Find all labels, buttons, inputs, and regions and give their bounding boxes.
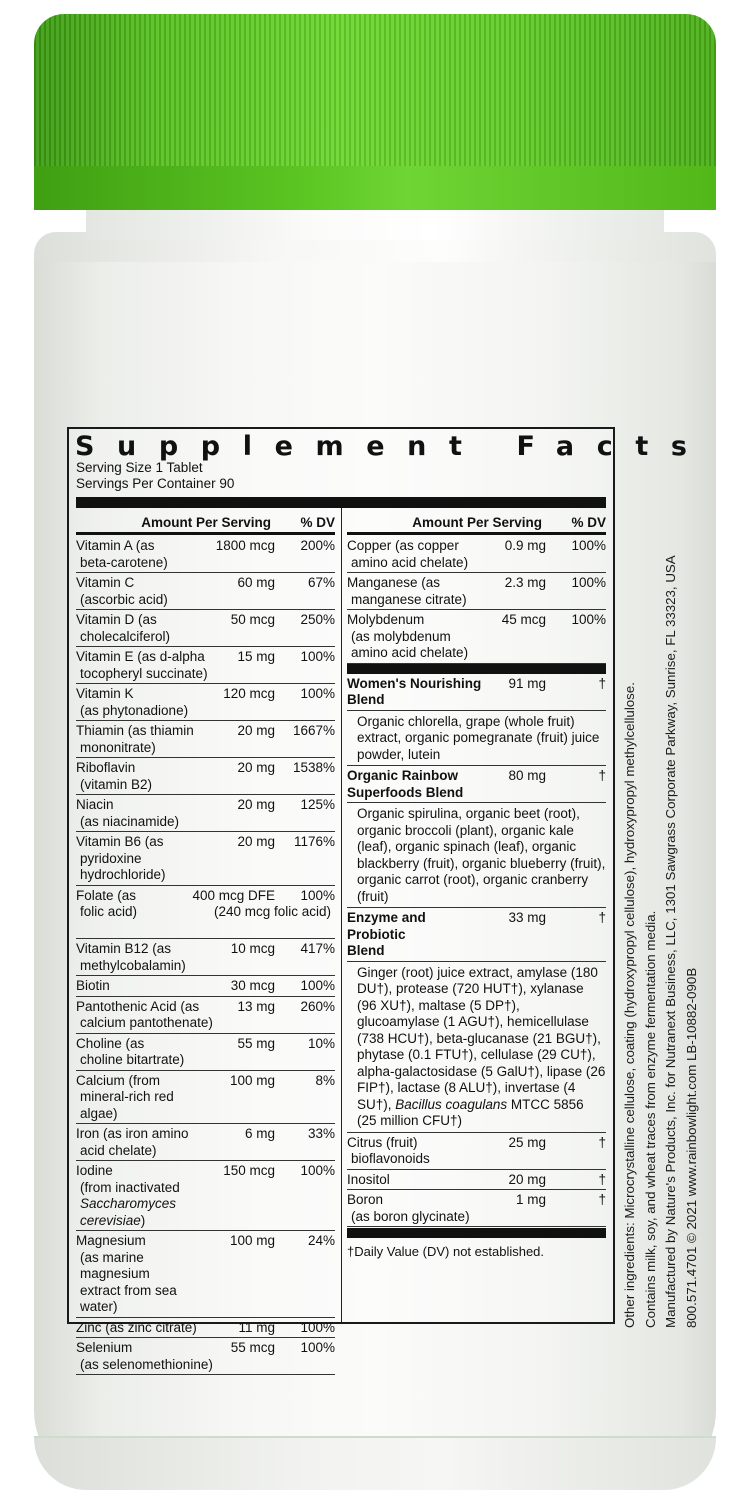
nutrient-source: (vitamin B2): [80, 776, 153, 792]
nutrient-source: calcium pantothenate): [80, 1015, 213, 1030]
amount: 33 mg: [508, 910, 546, 925]
nutrient-row: [76, 1338, 335, 1375]
amount: 20 mg: [237, 834, 275, 849]
nutrient-source: cholecalciferol): [80, 628, 171, 644]
nutrient-name: Inositol: [347, 1171, 390, 1187]
nutrient-source: (as phytonadione): [80, 702, 189, 718]
nutrient-row: [76, 684, 335, 721]
nutrient-name: Zinc (as zinc citrate): [76, 1319, 197, 1335]
nutrient-source: pyridoxine hydrochloride): [80, 850, 166, 882]
nutrient-source: Saccharomyces cerevisiae): [80, 1196, 177, 1228]
daily-value: 100%: [300, 1163, 335, 1178]
amount: 0.9 mg: [504, 538, 546, 553]
nutrient-source: extract from sea water): [80, 1282, 177, 1314]
blend-ingredients: Organic spirulina, organic beet (root), organic broccoli (plant), organic kale (leaf), organic spinach (leaf), organic blackberry (fruit), organic blueberry (fruit), organic carrot (root), organic cranberry (fruit): [347, 803, 606, 908]
footnote: †Daily Value (DV) not established.: [347, 1244, 545, 1259]
amount: 6 mg: [244, 1126, 275, 1141]
nutrient-name: Vitamin B6 (as pyridoxine hydrochloride): [76, 834, 335, 884]
nutrient-name: Manganese (as manganese citrate): [347, 575, 606, 608]
nutrient-name: Magnesium (as marine magnesium extract from sea water): [76, 1233, 335, 1316]
nutrient-source: amino acid chelate): [351, 554, 469, 570]
daily-value: 125%: [300, 797, 335, 812]
nutrient-row: [76, 886, 335, 940]
nutrient-row: [76, 647, 335, 684]
header-dv: % DV: [300, 514, 335, 530]
nutrient-row: [76, 573, 335, 610]
nutrient-row: [76, 610, 335, 647]
amount: 20 mg: [237, 760, 275, 775]
nutrient-row: [76, 1161, 335, 1231]
spacer: [76, 921, 215, 938]
nutrient-source: acid chelate): [80, 1142, 157, 1158]
nutrient-row: [347, 610, 606, 664]
amount: 80 mg: [508, 768, 546, 783]
nutrient-row: [76, 1071, 335, 1125]
amount: 1800 mcg: [215, 538, 275, 553]
nutrient-name: Pantothenic Acid (as calcium pantothenate): [76, 999, 335, 1032]
blend-row: [347, 908, 606, 962]
nutrient-row: [76, 1318, 335, 1339]
nutrient-row: [76, 721, 335, 758]
nutrient-name: Choline (as choline bitartrate): [76, 1036, 335, 1069]
contact-info: 800.571.4701 © 2021 www.rainbowlight.com LB-10882-090B: [683, 967, 699, 1328]
amount: 15 mg: [237, 649, 275, 664]
allergen-statement: Contains milk, soy, and wheat traces from enzyme fermentation media.: [642, 910, 658, 1328]
daily-value: †: [598, 768, 606, 783]
nutrient-row: [76, 976, 335, 997]
side-label-text: [620, 428, 702, 1328]
nutrient-name: Biotin: [76, 978, 110, 993]
nutrient-row: [76, 832, 335, 886]
amount: 45 mcg: [501, 612, 546, 627]
nutrient-name: Iron (as iron amino acid chelate): [76, 1126, 335, 1159]
nutrient-source: Blend: [347, 943, 385, 958]
amount: 55 mcg: [230, 1340, 275, 1355]
daily-value: 100%: [300, 887, 335, 903]
nutrient-row: [347, 1170, 606, 1191]
nutrient-name: Boron (as boron glycinate): [347, 1192, 606, 1225]
daily-value: 67%: [307, 575, 335, 590]
daily-value: 1667%: [292, 723, 335, 738]
daily-value: 100%: [300, 649, 335, 664]
nutrient-name: Vitamin K (as phytonadione): [76, 686, 335, 719]
daily-value: 100%: [571, 612, 606, 627]
nutrient-name: Vitamin E (as d-alpha tocopheryl succinate): [76, 649, 335, 682]
nutrient-name: Citrus (fruit) bioflavonoids: [347, 1135, 606, 1168]
thick-divider: [76, 497, 606, 508]
daily-value: 33%: [307, 1126, 335, 1141]
nutrient-source: tocopheryl succinate): [80, 665, 208, 681]
nutrient-name: Selenium (as selenomethionine): [76, 1340, 335, 1373]
nutrient-source: mineral-rich red algae): [80, 1089, 174, 1121]
header-amount: Amount Per Serving: [141, 514, 271, 530]
bottle-neck: [86, 210, 664, 240]
nutrient-name: Vitamin C (ascorbic acid): [76, 575, 335, 608]
daily-value: 100%: [300, 686, 335, 701]
daily-value: 8%: [315, 1072, 335, 1088]
daily-value: 250%: [300, 612, 335, 627]
daily-value: 1538%: [292, 760, 335, 775]
left-column: [76, 512, 335, 1375]
column-divider: [341, 508, 342, 1322]
nutrient-row: [76, 758, 335, 795]
daily-value: 24%: [307, 1233, 335, 1248]
daily-value: 200%: [300, 538, 335, 553]
nutrient-source: (from inactivated: [80, 1179, 180, 1195]
daily-value: †: [598, 1171, 606, 1187]
facts-title: Supplement Facts: [75, 431, 710, 462]
manufacturer: Manufactured by Nature's Products, Inc. for Nutranext Business, LLC, 1301 Sawgrass Corporate Parkway, Sunrise, FL 33323, USA: [663, 555, 678, 1328]
amount: 60 mg: [237, 575, 275, 590]
daily-value: 100%: [300, 1319, 335, 1335]
amount: 20 mg: [237, 723, 275, 738]
nutrient-source: (as niacinamide): [80, 813, 180, 829]
amount: 400 mcg DFE: [192, 887, 275, 903]
nutrient-source: (as selenomethionine): [80, 1356, 213, 1372]
bottle-base: [34, 1438, 716, 1490]
amount: 55 mg: [237, 1035, 275, 1051]
nutrient-name: Organic Rainbow Superfoods Blend: [347, 768, 606, 801]
nutrient-row: [76, 939, 335, 976]
daily-value: 100%: [300, 1340, 335, 1355]
nutrient-name: Folate (as folic acid): [76, 888, 335, 938]
header-rule: [347, 532, 606, 535]
daily-value: 1176%: [293, 834, 335, 849]
daily-value: 100%: [571, 575, 606, 590]
nutrient-source: methylcobalamin): [80, 957, 186, 973]
right-column: [347, 512, 606, 1259]
blend-row: [347, 674, 606, 711]
nutrient-name: Calcium (from mineral-rich red algae): [76, 1073, 335, 1123]
amount: 50 mcg: [230, 612, 275, 627]
daily-value: 100%: [300, 978, 335, 993]
column-header: [347, 512, 606, 532]
nutrient-source: (ascorbic acid): [80, 591, 168, 607]
nutrient-name: Vitamin B12 (as methylcobalamin): [76, 941, 335, 974]
nutrient-name: Thiamin (as thiamin mononitrate): [76, 723, 335, 756]
nutrient-row: [76, 536, 335, 573]
amount: 150 mcg: [223, 1163, 275, 1178]
other-ingredients: Other ingredients: Microcrystalline cellulose, coating (hydroxypropyl cellulose), hydroxypropyl methylcellulose.: [622, 682, 637, 1328]
amount: 2.3 mg: [504, 575, 546, 590]
nutrient-name: Iodine (from inactivated Saccharomyces cerevisiae): [76, 1163, 335, 1229]
nutrient-source: mononitrate): [80, 739, 156, 755]
nutrient-row: [76, 1231, 335, 1318]
blend-ingredients: Ginger (root) juice extract, amylase (180 DU†), protease (720 HUT†), xylanase (96 XU†), maltase (5 DP†), glucoamylase (1 AGU†), hemicellulase (738 HCU†), beta-glucanase (21 BGU†), phytase (0.1 FTU†), cellulase (29 CU†), alpha-galactosidase (5 GalU†), lipase (26 FIP†), lactase (8 ALU†), invertase (4 SU†), Bacillus coagulans MTCC 5856 (25 million CFU†): [347, 962, 606, 1133]
nutrient-row: [76, 1034, 335, 1071]
amount: 120 mcg: [223, 686, 275, 701]
nutrient-source: Superfoods Blend: [347, 784, 464, 800]
header-dv: % DV: [571, 514, 606, 530]
nutrient-name: Niacin (as niacinamide): [76, 797, 335, 830]
amount-folic-acid: (240 mcg folic acid): [213, 903, 331, 919]
amount: 20 mg: [508, 1171, 546, 1187]
thick-divider-bottom: [347, 1228, 606, 1238]
nutrient-name: Vitamin D (as cholecalciferol): [76, 612, 335, 645]
amount: 1 mg: [515, 1192, 546, 1207]
nutrient-name: Molybdenum (as molybdenum amino acid chelate): [347, 612, 606, 662]
amount: 100 mg: [229, 1072, 275, 1088]
nutrient-source: choline bitartrate): [80, 1052, 185, 1067]
daily-value: †: [598, 1192, 606, 1207]
nutrient-row: [347, 573, 606, 610]
nutrient-source: manganese citrate): [351, 591, 467, 607]
blend-ingredients: Organic chlorella, grape (whole fruit) extract, organic pomegranate (fruit) juice powder, lutein: [347, 711, 606, 767]
nutrient-source: bioflavonoids: [351, 1151, 430, 1166]
amount: 10 mcg: [230, 941, 275, 956]
daily-value: 100%: [571, 538, 606, 553]
amount: 20 mg: [237, 797, 275, 812]
nutrient-source: beta-carotene): [80, 554, 168, 570]
nutrient-row: [76, 795, 335, 832]
column-header: [76, 512, 335, 532]
nutrient-row: [347, 536, 606, 573]
nutrient-name: Riboflavin (vitamin B2): [76, 760, 335, 793]
daily-value: †: [598, 675, 606, 691]
nutrient-source: (as boron glycinate): [351, 1208, 470, 1224]
blend-divider: [347, 664, 606, 674]
nutrient-list-left: [76, 536, 335, 1375]
nutrient-source: (as marine magnesium: [80, 1249, 150, 1281]
nutrient-name: Copper (as copper amino acid chelate): [347, 538, 606, 571]
nutrient-list-right: [347, 536, 606, 1227]
amount: 30 mcg: [230, 978, 275, 993]
nutrient-source: (as molybdenum: [351, 628, 451, 644]
nutrient-name: Women's Nourishing Blend: [347, 676, 606, 709]
nutrient-source: Blend: [347, 692, 385, 707]
blend-row: [347, 766, 606, 803]
nutrient-source: amino acid chelate): [351, 645, 469, 660]
cap-band: [34, 166, 716, 210]
header-rule: [76, 532, 335, 535]
daily-value: †: [598, 1134, 606, 1150]
nutrient-name: Enzyme and Probiotic Blend: [347, 910, 606, 960]
amount: 91 mg: [508, 675, 546, 691]
header-amount: Amount Per Serving: [412, 514, 542, 530]
nutrient-row: [347, 1190, 606, 1227]
daily-value: 417%: [300, 941, 335, 956]
daily-value: †: [598, 910, 606, 925]
amount: 25 mg: [508, 1134, 546, 1150]
amount: 100 mg: [229, 1233, 275, 1248]
nutrient-name: Vitamin A (as beta-carotene): [76, 538, 335, 571]
serving-info: [76, 460, 234, 492]
nutrient-row: [347, 1133, 606, 1170]
daily-value: 10%: [307, 1035, 335, 1051]
daily-value: 260%: [300, 998, 335, 1014]
serving-size: Serving Size 1 Tablet: [76, 460, 203, 475]
nutrient-source: folic acid): [80, 904, 138, 919]
servings-per-container: Servings Per Container 90: [76, 476, 235, 491]
nutrient-row: [76, 997, 335, 1034]
nutrient-row: [76, 1124, 335, 1161]
amount: 13 mg: [237, 998, 275, 1014]
amount: 11 mg: [238, 1319, 275, 1335]
